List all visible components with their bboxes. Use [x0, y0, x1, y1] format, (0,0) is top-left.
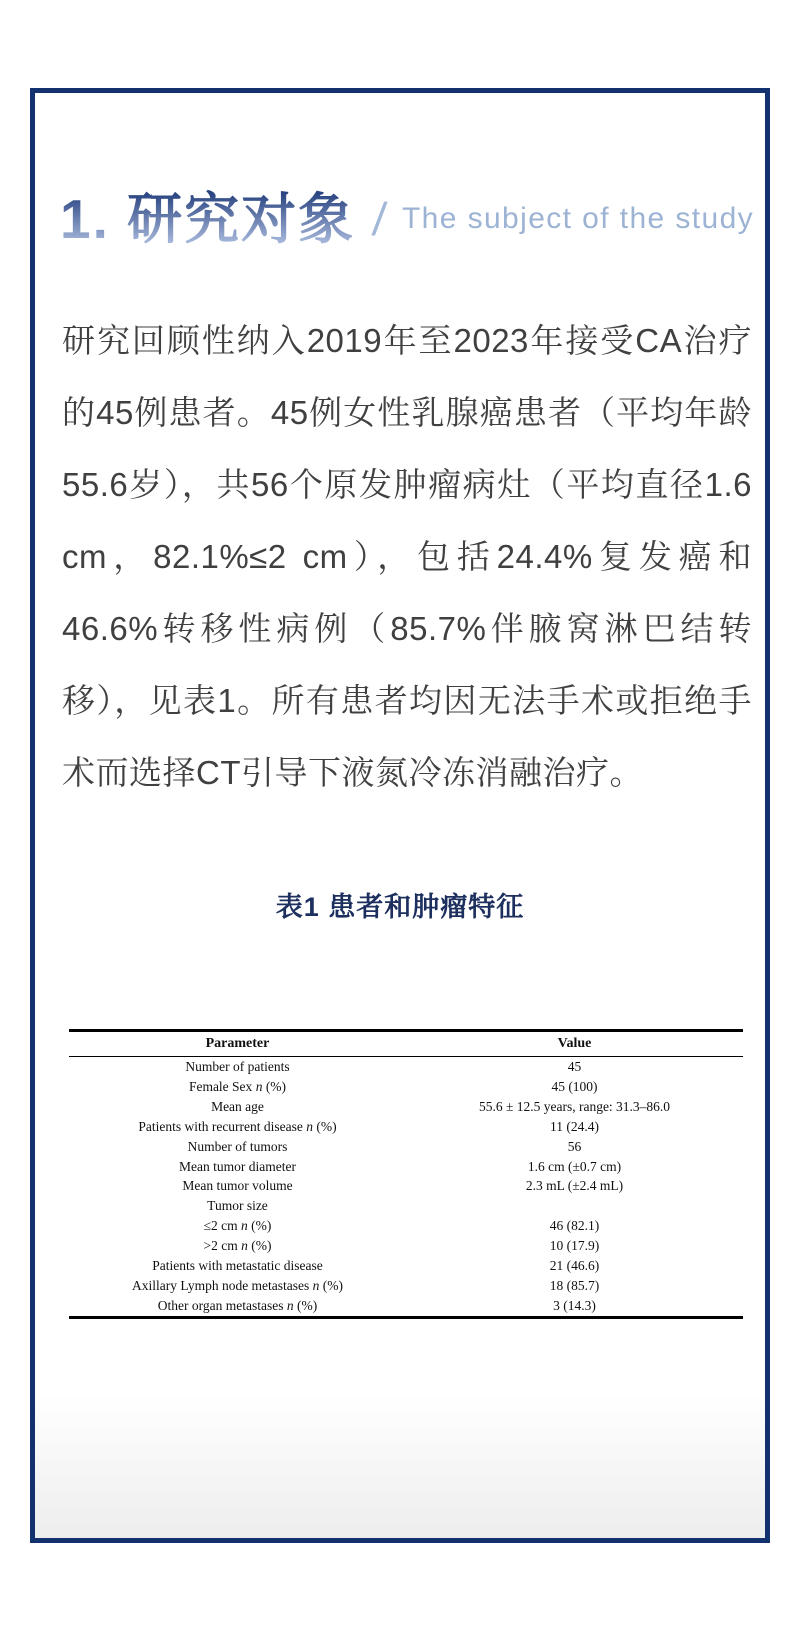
- parameter-cell: Mean tumor volume: [182, 1178, 293, 1194]
- column-header-value: Value: [406, 1031, 743, 1057]
- parameter-cell: Axillary Lymph node metastases n (%): [131, 1277, 344, 1293]
- value-cell: 46 (82.1): [549, 1218, 600, 1234]
- patient-characteristics-table: [69, 1029, 743, 1319]
- value-cell: 18 (85.7): [549, 1277, 600, 1293]
- table-row: [69, 1196, 743, 1216]
- value-cell: [406, 1196, 743, 1216]
- table-row: [69, 1117, 743, 1137]
- parameter-cell: Mean age: [211, 1098, 264, 1114]
- parameter-cell: Tumor size: [207, 1198, 268, 1214]
- value-cell: 1.6 cm (±0.7 cm): [527, 1158, 622, 1174]
- parameter-cell: Patients with metastatic disease: [152, 1258, 323, 1274]
- table-row: [69, 1276, 743, 1296]
- parameter-cell: Number of tumors: [187, 1138, 288, 1154]
- table-header: [69, 1031, 743, 1057]
- parameter-cell: Female Sex n (%): [188, 1078, 287, 1094]
- table-row: [69, 1256, 743, 1276]
- value-cell: 56: [567, 1138, 582, 1154]
- section-title-cn: 1. 研究对象: [60, 188, 356, 250]
- table-row: [69, 1097, 743, 1117]
- content-card: [30, 88, 770, 1543]
- parameter-cell: Other organ metastases n (%): [157, 1297, 318, 1313]
- value-cell: 45 (100): [551, 1078, 598, 1094]
- table-row: [69, 1077, 743, 1097]
- parameter-cell: Patients with recurrent disease n (%): [138, 1118, 337, 1134]
- section-title-en: The subject of the study: [401, 202, 755, 236]
- value-cell: 11 (24.4): [550, 1118, 599, 1134]
- value-cell: 21 (46.6): [549, 1258, 600, 1274]
- parameter-cell: Number of patients: [185, 1059, 290, 1074]
- table-row: [69, 1236, 743, 1256]
- section-header: [60, 189, 754, 250]
- table-row: [69, 1137, 743, 1157]
- parameter-cell: ≤2 cm n (%): [203, 1218, 272, 1234]
- value-cell: 45: [567, 1059, 582, 1074]
- table-row: [69, 1157, 743, 1177]
- table-row: [69, 1296, 743, 1317]
- title-slash-divider: /: [370, 193, 389, 246]
- table-body: [69, 1057, 743, 1318]
- value-cell: 10 (17.9): [549, 1238, 600, 1254]
- parameter-cell: >2 cm n (%): [203, 1238, 272, 1254]
- value-cell: 2.3 mL (±2.4 mL): [525, 1178, 624, 1194]
- table-row: [69, 1216, 743, 1236]
- parameter-cell: Mean tumor diameter: [179, 1158, 296, 1174]
- table-row: [69, 1176, 743, 1196]
- table-row: [69, 1057, 743, 1077]
- table-caption: 表1 患者和肿瘤特征: [275, 892, 525, 922]
- study-paragraph: 研究回顾性纳入2019年至2023年接受CA治疗的45例患者。45例女性乳腺癌患者（平均年龄55.6岁），共56个原发肿瘤病灶（平均直径1.6 cm，82.1%≤2 cm），包括24.4%复发癌和46.6%转移性病例（85.7%伴腋窝淋巴结转移），见表1。所有患者均因无法手术或拒绝手术而选择CT引导下液氮冷冻消融治疗。: [62, 322, 752, 791]
- value-cell: 55.6 ± 12.5 years, range: 31.3–86.0: [478, 1098, 671, 1114]
- value-cell: 3 (14.3): [553, 1297, 596, 1313]
- column-header-parameter: Parameter: [69, 1031, 406, 1057]
